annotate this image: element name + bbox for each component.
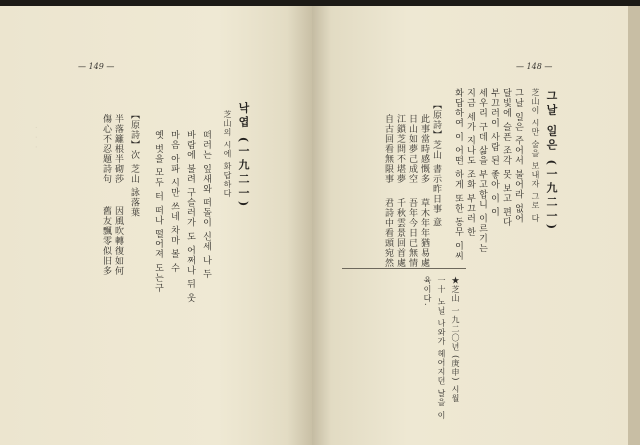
- poem-line-right: 吾年今日已無情: [407, 198, 417, 268]
- body-line-right: 세우리 구데 삶을 부고합니 이르기는: [477, 88, 487, 254]
- poem-line-right: 日山如夢己成空: [407, 114, 417, 184]
- body-line-left: 떠러는 잎새와 떠돌이 신세 나 두: [201, 130, 211, 280]
- bleed-through-text: ‧ ‧ ‧: [30, 126, 40, 151]
- poem-line-left: 舊友飄零似旧多: [101, 206, 111, 276]
- poem-subtitle-left: 芝山의 시에 화답하다: [223, 110, 232, 199]
- body-line-left: 옛 벗을 모두 터 떠나 떨어져 도는구: [153, 130, 163, 294]
- body-line-right: 그날 일은 주어서 불어라 없어: [513, 88, 523, 224]
- body-line-left: 바람에 불려 구슬러가 도 어쩌나 뒤 웃: [185, 130, 195, 304]
- open-book: [0, 6, 640, 445]
- body-line-left: 마음 아파 시만 쓰네 차마 볼 수: [169, 130, 179, 274]
- poem-line-right: 自古回看無限事: [383, 114, 393, 184]
- body-line-right: 화답하여 이 어떤 하게 또한 동무 이씨: [453, 88, 463, 262]
- footnote-line: 一十 노닐 나와가 헤어지던 날을 이: [437, 276, 446, 420]
- original-poem-label-left: 【原詩】次 芝山 詠落葉: [129, 110, 139, 218]
- footnote-divider: [342, 268, 466, 269]
- poem-line-right: 君詩中看頭宛然: [383, 198, 393, 268]
- page-edges: [628, 6, 640, 445]
- footnote-line: ★芝山 一九二〇년 (庚申) 시월: [451, 276, 460, 403]
- poem-line-right: 此事當時感慨多: [419, 114, 429, 184]
- poem-line-right: 千秋雲景回首處: [395, 198, 405, 268]
- poem-subtitle-right: 芝山이 시만 술을 보내자 그로 다: [531, 88, 540, 223]
- original-poem-label-right: 【原詩】芝山 書示昨日事 意: [431, 100, 441, 228]
- poem-line-right: 草木年年猶易處: [419, 198, 429, 268]
- body-line-right: 부끄러이 사람 된 좋아 이 이: [489, 88, 499, 218]
- left-page: [0, 6, 312, 445]
- body-line-right: 달빛에 슬픈 조각 못 보고 편다: [501, 88, 511, 228]
- poem-title-left: 낙엽 (一九二一): [237, 102, 250, 210]
- poem-line-left: 傷心不忍題詩句: [101, 114, 111, 184]
- footnote-line: 육이다.: [423, 276, 432, 307]
- poem-line-left: 半落籬根半砌莎: [113, 114, 123, 184]
- body-line-right: 지금 세가 지나도 조화 부끄러 한: [465, 88, 475, 238]
- page-number-right: — 148 —: [516, 62, 553, 71]
- poem-line-right: 江鎖芝問不堪夢: [395, 114, 405, 184]
- poem-line-left: 因風吹轉復如何: [113, 206, 123, 276]
- right-page: [312, 6, 632, 445]
- poem-title-right: 그날 일은 (一九二一): [545, 90, 558, 233]
- page-number-left: — 149 —: [78, 62, 115, 71]
